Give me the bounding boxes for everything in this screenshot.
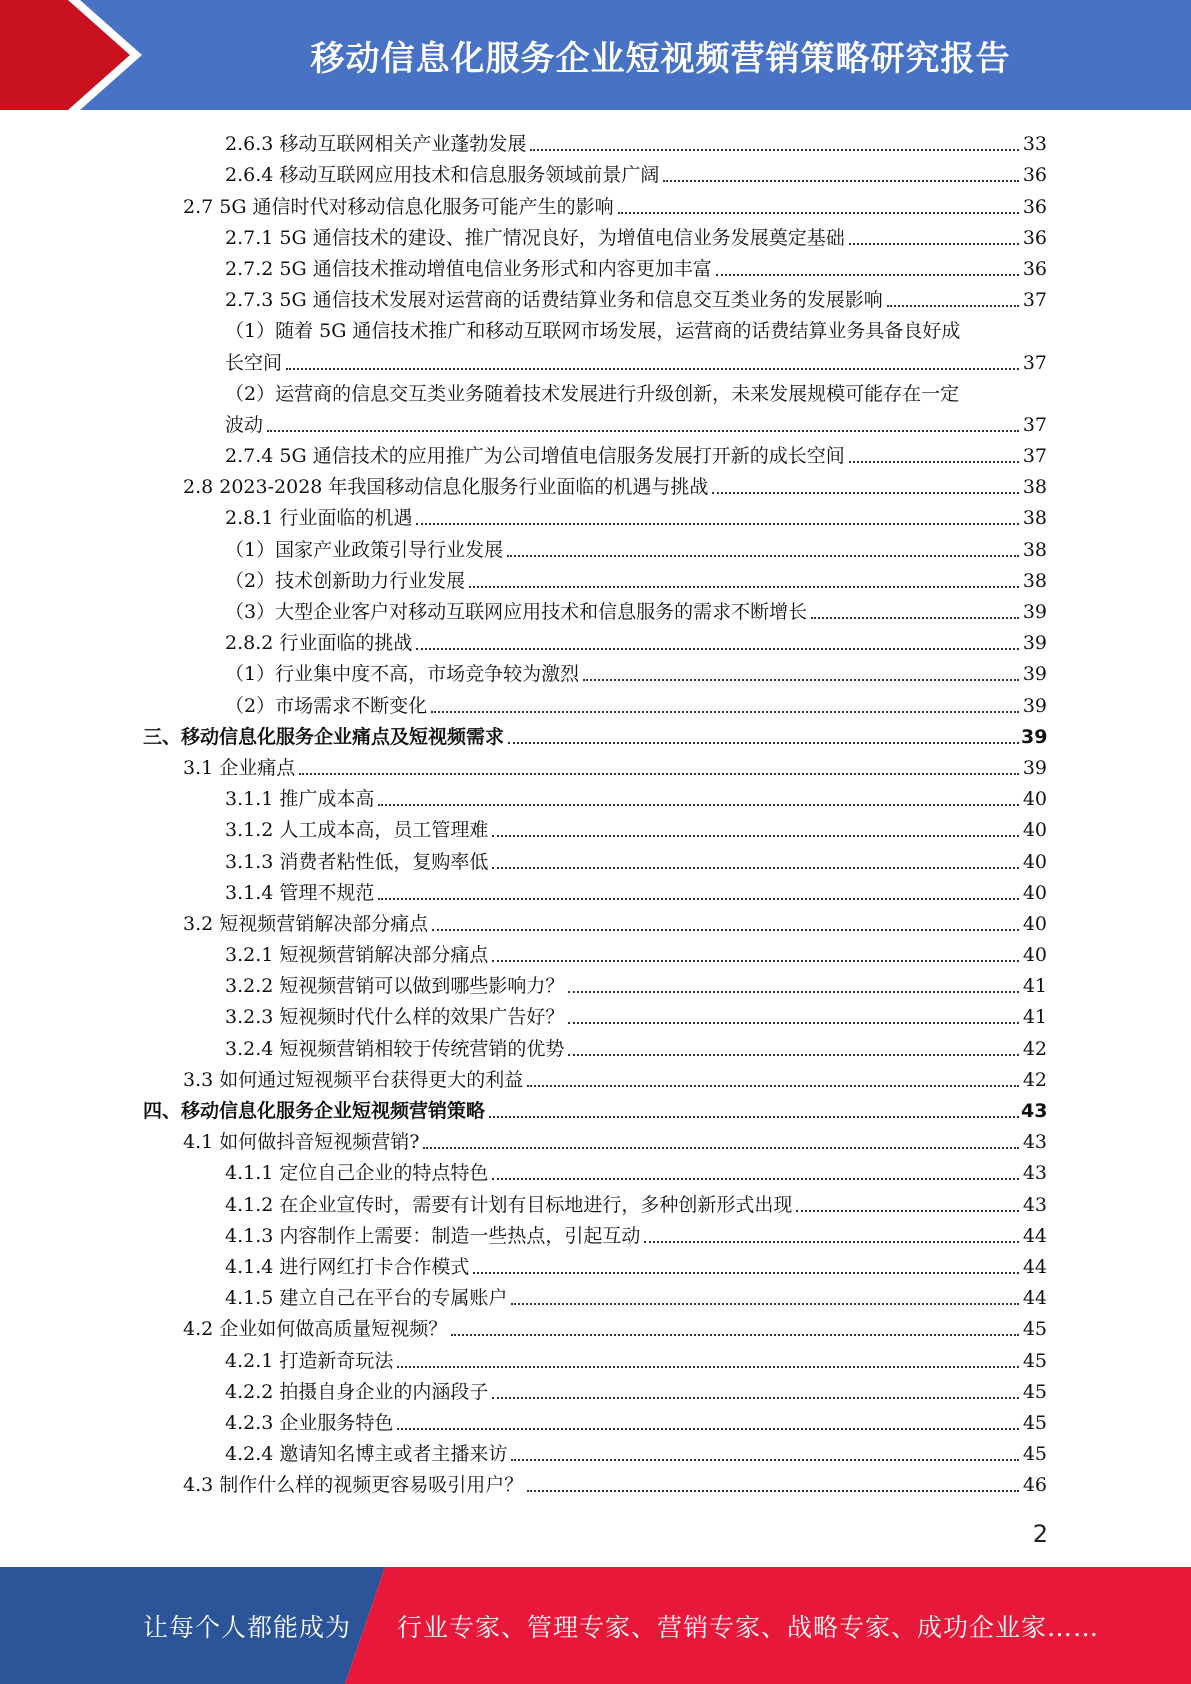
toc-entry-page: 42 [1022, 1068, 1047, 1091]
toc-entry-title: 4.3 制作什么样的视频更容易吸引用户？ [183, 1474, 524, 1497]
toc-entry-page: 38 [1022, 569, 1047, 592]
toc-dot-leader [712, 492, 1019, 494]
toc-entry-page: 40 [1022, 819, 1047, 842]
red-chevron-icon [0, 0, 160, 110]
toc-dot-leader [473, 1272, 1019, 1274]
toc-entry-title: 3.1.3 消费者粘性低，复购率低 [225, 850, 489, 873]
toc-entry[interactable] [0, 938, 1191, 969]
toc-entry-page: 39 [1022, 632, 1047, 655]
toc-entry-page: 38 [1022, 538, 1047, 561]
toc-entry[interactable] [0, 1063, 1191, 1094]
toc-dot-leader [511, 1303, 1019, 1305]
toc-entry-title: 2.7 5G 通信时代对移动信息化服务可能产生的影响 [183, 195, 614, 218]
toc-dot-leader [583, 679, 1019, 681]
toc-entry-title: 3.2.1 短视频营销解决部分痛点 [225, 944, 489, 967]
toc-entry[interactable] [0, 1375, 1191, 1406]
toc-dot-leader [423, 1147, 1019, 1149]
toc-entry[interactable] [0, 1281, 1191, 1312]
toc-dot-leader [492, 1397, 1019, 1399]
toc-dot-leader [508, 742, 1019, 744]
toc-entry-title: 2.7.2 5G 通信技术推动增值电信业务形式和内容更加丰富 [225, 257, 712, 280]
toc-entry-title: 3.1.4 管理不规范 [225, 881, 375, 904]
toc-entry-page: 44 [1022, 1287, 1047, 1310]
toc-entry-page: 40 [1022, 881, 1047, 904]
toc-dot-leader [849, 461, 1019, 463]
toc-entry-title: 4.2.1 打造新奇玩法 [225, 1349, 394, 1372]
toc-dot-leader [416, 523, 1019, 525]
toc-dot-leader [299, 773, 1019, 775]
toc-entry-page: 37 [1022, 445, 1047, 468]
toc-entry-page: 45 [1022, 1380, 1047, 1403]
toc-entry-title: 2.8.1 行业面临的机遇 [225, 507, 413, 530]
toc-dot-leader [530, 149, 1019, 151]
toc-entry-page: 41 [1022, 975, 1047, 998]
toc-entry-page: 45 [1022, 1349, 1047, 1372]
toc-entry[interactable] [0, 283, 1191, 314]
toc-entry-title: 长空间 [225, 351, 283, 374]
toc-entry[interactable] [0, 813, 1191, 844]
toc-entry-page: 39 [1022, 601, 1047, 623]
toc-dot-leader [489, 1116, 1019, 1118]
toc-dot-leader [618, 212, 1019, 214]
toc-dot-leader [378, 804, 1019, 806]
toc-entry-title: 3.1.2 人工成本高，员工管理难 [225, 819, 489, 842]
toc-entry-title: 三、移动信息化服务企业痛点及短视频需求 [143, 725, 505, 748]
toc-entry-title: 波动 [225, 413, 264, 436]
toc-entry[interactable] [0, 595, 1191, 626]
toc-entry-page: 36 [1022, 226, 1047, 249]
toc-entry-page: 36 [1022, 257, 1047, 280]
toc-entry[interactable] [0, 657, 1191, 688]
toc-entry[interactable] [0, 844, 1191, 875]
toc-entry-page: 45 [1022, 1443, 1047, 1466]
toc-entry-title: 2.7.3 5G 通信技术发展对运营商的话费结算业务和信息交互类业务的发展影响 [225, 289, 883, 312]
toc-entry-page: 42 [1022, 1037, 1047, 1060]
toc-entry[interactable] [0, 314, 1191, 345]
toc-entry-page: 45 [1022, 1318, 1047, 1341]
toc-entry[interactable] [0, 1250, 1191, 1281]
toc-dot-leader [431, 711, 1019, 713]
toc-dot-leader [811, 617, 1019, 619]
toc-entry-title: （2）技术创新助力行业发展 [225, 569, 466, 592]
toc-entry-title: 2.7.4 5G 通信技术的应用推广为公司增值电信服务发展打开新的成长空间 [225, 445, 845, 468]
toc-entry-page: 43 [1022, 1131, 1047, 1154]
toc-entry[interactable] [0, 470, 1191, 501]
toc-entry[interactable] [0, 439, 1191, 470]
footer-slogan-left: 让每个人都能成为 [143, 1612, 352, 1642]
toc-entry[interactable] [0, 189, 1191, 220]
toc-dot-leader [267, 430, 1019, 432]
toc-entry-title: 2.8.2 行业面临的挑战 [225, 632, 413, 655]
toc-entry-page: 46 [1022, 1474, 1047, 1497]
toc-entry-title: （1）行业集中度不高，市场竞争较为激烈 [225, 663, 580, 686]
toc-entry[interactable] [0, 782, 1191, 813]
toc-entry-page: 44 [1022, 1224, 1047, 1247]
toc-entry-title: 3.2 短视频营销解决部分痛点 [183, 912, 429, 935]
toc-entry-page: 33 [1022, 133, 1047, 156]
toc-dot-leader [716, 274, 1019, 276]
toc-entry-page: 43 [1022, 1193, 1047, 1216]
toc-entry-title: 2.6.3 移动互联网相关产业蓬勃发展 [225, 133, 527, 156]
toc-dot-leader [663, 180, 1019, 182]
toc-entry[interactable] [0, 907, 1191, 938]
toc-entry-title: 3.2.3 短视频时代什么样的效果广告好？ [225, 1006, 565, 1029]
toc-entry[interactable] [0, 532, 1191, 563]
toc-entry[interactable] [0, 1406, 1191, 1437]
toc-entry[interactable] [0, 501, 1191, 532]
toc-dot-leader [568, 1022, 1019, 1024]
toc-entry[interactable] [0, 1187, 1191, 1218]
toc-entry-page: 40 [1022, 788, 1047, 811]
toc-entry-page: 39 [1021, 725, 1048, 748]
toc-entry[interactable] [0, 564, 1191, 595]
toc-dot-leader [527, 1490, 1019, 1492]
toc-entry-title: （1）随着 5G 通信技术推广和移动互联网市场发展，运营商的话费结算业务具备良好成 [225, 320, 961, 343]
toc-dot-leader [416, 648, 1019, 650]
toc-entry-page: 43 [1022, 1162, 1047, 1185]
toc-entry-title: 3.2.2 短视频营销可以做到哪些影响力？ [225, 975, 565, 998]
toc-entry-page: 38 [1022, 476, 1047, 499]
toc-dot-leader [796, 1210, 1019, 1212]
toc-entry[interactable] [0, 1437, 1191, 1468]
toc-dot-leader [397, 1428, 1019, 1430]
toc-entry[interactable] [0, 876, 1191, 907]
toc-entry-page: 39 [1022, 694, 1047, 717]
toc-entry-page: 41 [1022, 1006, 1047, 1029]
toc-entry-title: 2.7.1 5G 通信技术的建设、推广情况良好，为增值电信业务发展奠定基础 [225, 226, 845, 249]
toc-entry-page: 37 [1022, 289, 1047, 312]
toc-entry[interactable] [0, 1312, 1191, 1343]
toc-entry[interactable] [0, 1094, 1191, 1125]
toc-entry-title: 四、移动信息化服务企业短视频营销策略 [143, 1100, 486, 1122]
toc-entry-page: 37 [1022, 413, 1047, 436]
toc-dot-leader [469, 586, 1019, 588]
toc-entry-page: 43 [1021, 1100, 1048, 1122]
toc-entry-title: （1）国家产业政策引导行业发展 [225, 538, 504, 561]
toc-dot-leader [849, 243, 1019, 245]
toc-entry-title: 4.1 如何做抖音短视频营销? [183, 1131, 420, 1154]
toc-entry-title: 4.1.2 在企业宣传时，需要有计划有目标地进行，多种创新形式出现 [225, 1193, 793, 1216]
toc-entry[interactable] [0, 377, 1191, 408]
toc-dot-leader [568, 991, 1019, 993]
toc-entry[interactable] [0, 1219, 1191, 1250]
header-band [0, 0, 1191, 110]
toc-entry-title: 4.1.5 建立自己在平台的专属账户 [225, 1287, 508, 1310]
toc-entry-page: 39 [1022, 663, 1047, 686]
toc-dot-leader [492, 960, 1019, 962]
toc-entry-title: 2.8 2023-2028 年我国移动信息化服务行业面临的机遇与挑战 [183, 476, 709, 499]
toc-entry-title: （3）大型企业客户对移动互联网应用技术和信息服务的需求不断增长 [225, 601, 808, 623]
page-number: 2 [1032, 1520, 1048, 1548]
toc-entry[interactable] [0, 158, 1191, 189]
toc-dot-leader [397, 1366, 1019, 1368]
toc-entry-title: 4.2 企业如何做高质量短视频？ [183, 1318, 448, 1341]
toc-entry[interactable] [0, 1156, 1191, 1187]
toc-dot-leader [492, 835, 1019, 837]
toc-entry[interactable] [0, 1343, 1191, 1374]
toc-entry-title: 4.1.1 定位自己企业的特点特色 [225, 1162, 489, 1185]
toc-entry-title: 4.2.4 邀请知名博主或者主播来访 [225, 1443, 508, 1466]
toc-entry-page: 36 [1022, 195, 1047, 218]
footer-slogan-right: 行业专家、管理专家、营销专家、战略专家、成功企业家…… [397, 1612, 1100, 1642]
toc-entry-title: 3.2.4 短视频营销相较于传统营销的优势 [225, 1037, 565, 1060]
toc-dot-leader [492, 1178, 1019, 1180]
table-of-contents [0, 127, 1191, 1499]
toc-entry-title: 4.2.3 企业服务特色 [225, 1411, 394, 1434]
toc-entry[interactable] [0, 626, 1191, 657]
toc-entry-title: （2）运营商的信息交互类业务随着技术发展进行升级创新，未来发展规模可能存在一定 [225, 382, 960, 405]
toc-entry[interactable] [0, 1125, 1191, 1156]
toc-dot-leader [887, 305, 1019, 307]
toc-entry-title: （2）市场需求不断变化 [225, 694, 428, 717]
toc-entry-title: 4.1.4 进行网红打卡合作模式 [225, 1255, 470, 1278]
toc-dot-leader [644, 1241, 1019, 1243]
report-title: 移动信息化服务企业短视频营销策略研究报告 [310, 38, 1011, 79]
toc-entry-title: 2.6.4 移动互联网应用技术和信息服务领域前景广阔 [225, 164, 660, 187]
toc-entry-page: 40 [1022, 912, 1047, 935]
toc-entry[interactable] [0, 1031, 1191, 1062]
toc-entry-title: 4.2.2 拍摄自身企业的内涵段子 [225, 1380, 489, 1403]
toc-entry-page: 45 [1022, 1411, 1047, 1434]
toc-dot-leader [511, 1459, 1019, 1461]
toc-entry-page: 37 [1022, 351, 1047, 374]
toc-entry[interactable] [0, 408, 1191, 439]
toc-entry[interactable] [0, 688, 1191, 719]
toc-entry[interactable] [0, 1000, 1191, 1031]
toc-entry[interactable] [0, 1468, 1191, 1499]
toc-dot-leader [286, 368, 1019, 370]
toc-entry[interactable] [0, 345, 1191, 376]
toc-entry-page: 38 [1022, 507, 1047, 530]
toc-entry-page: 39 [1022, 756, 1047, 779]
toc-entry-title: 3.1 企业痛点 [183, 756, 296, 779]
toc-dot-leader [507, 555, 1019, 557]
toc-entry[interactable] [0, 127, 1191, 158]
toc-entry[interactable] [0, 969, 1191, 1000]
toc-entry-title: 3.3 如何通过短视频平台获得更大的利益 [183, 1068, 524, 1091]
toc-entry[interactable] [0, 720, 1191, 751]
footer-band [0, 1567, 1191, 1684]
toc-entry-page: 40 [1022, 850, 1047, 873]
toc-dot-leader [451, 1334, 1019, 1336]
toc-entry-page: 36 [1022, 164, 1047, 187]
toc-entry-title: 4.1.3 内容制作上需要：制造一些热点，引起互动 [225, 1224, 641, 1247]
toc-entry[interactable] [0, 252, 1191, 283]
toc-dot-leader [527, 1085, 1019, 1087]
toc-dot-leader [378, 898, 1019, 900]
toc-entry-page: 40 [1022, 944, 1047, 967]
toc-dot-leader [492, 867, 1019, 869]
toc-entry[interactable] [0, 751, 1191, 782]
toc-dot-leader [432, 929, 1019, 931]
toc-entry[interactable] [0, 221, 1191, 252]
toc-dot-leader [568, 1054, 1019, 1056]
toc-entry-page: 44 [1022, 1255, 1047, 1278]
toc-entry-title: 3.1.1 推广成本高 [225, 788, 375, 811]
